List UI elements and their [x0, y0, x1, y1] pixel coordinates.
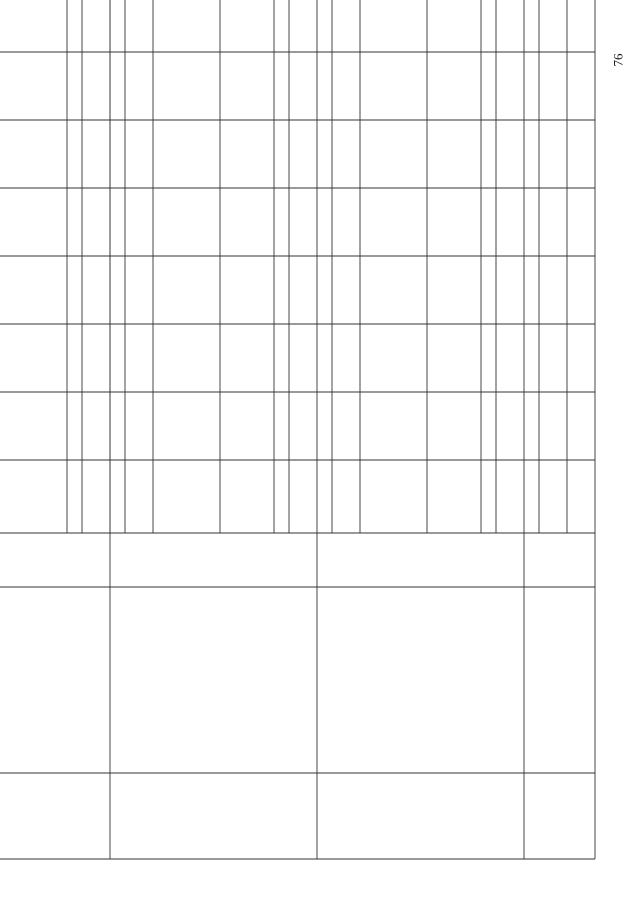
value-cell — [481, 324, 496, 392]
value-cell — [289, 120, 317, 188]
value-cell — [539, 0, 567, 52]
value-cell — [125, 324, 153, 392]
value-cell — [153, 0, 220, 52]
value-cell — [524, 256, 539, 324]
value-cell — [274, 188, 289, 256]
value-cell — [539, 52, 567, 120]
value-cell — [524, 188, 539, 256]
value-cell — [539, 120, 567, 188]
value-cell — [539, 256, 567, 324]
value-cell — [524, 52, 539, 120]
source-label — [496, 460, 524, 533]
value-cell — [427, 120, 481, 188]
value-cell — [220, 324, 274, 392]
source-label — [332, 460, 360, 533]
value-cell — [125, 392, 153, 460]
source-label — [567, 460, 595, 533]
source-label — [524, 460, 539, 533]
value-cell — [110, 392, 125, 460]
value-cell — [67, 324, 82, 392]
value-cell — [481, 256, 496, 324]
value-cell — [317, 0, 332, 52]
value-cell — [220, 188, 274, 256]
value-cell — [496, 52, 524, 120]
value-cell — [496, 392, 524, 460]
value-cell — [360, 0, 427, 52]
value-cell — [317, 392, 332, 460]
value-cell — [317, 324, 332, 392]
value-cell — [289, 256, 317, 324]
value-cell — [274, 0, 289, 52]
value-cell — [289, 52, 317, 120]
value-cell — [360, 52, 427, 120]
value-cell — [524, 324, 539, 392]
value-cell — [317, 188, 332, 256]
value-cell — [360, 120, 427, 188]
source-label — [67, 460, 82, 533]
source-label — [0, 460, 67, 533]
value-cell — [274, 120, 289, 188]
value-cell — [427, 392, 481, 460]
value-cell — [153, 52, 220, 120]
page-number: 76 — [610, 53, 626, 67]
value-cell — [427, 188, 481, 256]
value-cell — [539, 392, 567, 460]
value-cell — [496, 120, 524, 188]
value-cell — [0, 324, 67, 392]
value-cell — [360, 324, 427, 392]
value-cell — [125, 120, 153, 188]
value-cell — [125, 256, 153, 324]
value-cell — [524, 392, 539, 460]
value-cell — [67, 120, 82, 188]
source-label — [427, 460, 481, 533]
value-cell — [332, 0, 360, 52]
source-label — [110, 460, 125, 533]
value-cell — [539, 188, 567, 256]
value-cell — [496, 0, 524, 52]
value-cell — [524, 120, 539, 188]
value-cell — [567, 52, 595, 120]
value-cell — [0, 392, 67, 460]
value-cell — [317, 256, 332, 324]
value-cell — [110, 188, 125, 256]
value-cell — [153, 324, 220, 392]
source-label — [125, 460, 153, 533]
value-cell — [153, 188, 220, 256]
value-cell — [220, 256, 274, 324]
value-cell — [481, 188, 496, 256]
source-label — [481, 460, 496, 533]
value-cell — [82, 52, 110, 120]
value-cell — [427, 52, 481, 120]
value-cell — [110, 256, 125, 324]
value-cell — [220, 392, 274, 460]
value-cell — [153, 120, 220, 188]
value-cell — [0, 188, 67, 256]
value-cell — [360, 188, 427, 256]
value-cell — [360, 256, 427, 324]
value-cell — [220, 120, 274, 188]
source-label — [220, 460, 274, 533]
value-cell — [317, 120, 332, 188]
value-cell — [332, 392, 360, 460]
value-cell — [332, 52, 360, 120]
source-label — [153, 460, 220, 533]
value-cell — [67, 392, 82, 460]
value-cell — [67, 256, 82, 324]
value-cell — [496, 188, 524, 256]
value-cell — [289, 0, 317, 52]
value-cell — [153, 392, 220, 460]
value-cell — [67, 52, 82, 120]
measure-code — [526, 773, 595, 859]
value-cell — [481, 120, 496, 188]
value-cell — [125, 52, 153, 120]
source-label — [274, 460, 289, 533]
value-cell — [567, 392, 595, 460]
value-cell — [82, 324, 110, 392]
value-cell — [539, 324, 567, 392]
value-cell — [317, 52, 332, 120]
value-cell — [110, 0, 125, 52]
value-cell — [110, 120, 125, 188]
value-cell — [332, 256, 360, 324]
value-cell — [110, 324, 125, 392]
value-cell — [125, 0, 153, 52]
value-cell — [0, 0, 67, 52]
value-cell — [496, 256, 524, 324]
value-cell — [220, 0, 274, 52]
value-cell — [82, 392, 110, 460]
source-label — [289, 460, 317, 533]
measure-name — [112, 587, 317, 773]
value-cell — [0, 120, 67, 188]
value-cell — [289, 324, 317, 392]
value-cell — [427, 324, 481, 392]
source-label — [539, 460, 567, 533]
value-cell — [82, 188, 110, 256]
value-cell — [274, 256, 289, 324]
value-cell — [567, 0, 595, 52]
value-cell — [82, 0, 110, 52]
value-cell — [67, 0, 82, 52]
value-cell — [82, 120, 110, 188]
value-cell — [274, 52, 289, 120]
value-cell — [567, 120, 595, 188]
value-cell — [0, 52, 67, 120]
value-cell — [567, 256, 595, 324]
source-label — [317, 460, 332, 533]
value-cell — [332, 120, 360, 188]
value-cell — [567, 188, 595, 256]
value-cell — [110, 52, 125, 120]
value-cell — [82, 256, 110, 324]
value-cell — [67, 188, 82, 256]
measure-name — [319, 587, 524, 773]
value-cell — [360, 392, 427, 460]
value-cell — [289, 188, 317, 256]
value-cell — [481, 52, 496, 120]
source-label — [82, 460, 110, 533]
value-cell — [125, 188, 153, 256]
source-label — [360, 460, 427, 533]
value-cell — [496, 324, 524, 392]
value-cell — [289, 392, 317, 460]
value-cell — [524, 0, 539, 52]
value-cell — [274, 324, 289, 392]
measure-name — [526, 587, 595, 773]
value-cell — [567, 324, 595, 392]
value-cell — [427, 256, 481, 324]
value-cell — [153, 256, 220, 324]
measure-code — [319, 773, 524, 859]
value-cell — [274, 392, 289, 460]
value-cell — [332, 188, 360, 256]
measure-code — [112, 773, 317, 859]
value-cell — [481, 392, 496, 460]
value-cell — [332, 324, 360, 392]
value-cell — [427, 0, 481, 52]
value-cell — [481, 0, 496, 52]
value-cell — [220, 52, 274, 120]
value-cell — [0, 256, 67, 324]
